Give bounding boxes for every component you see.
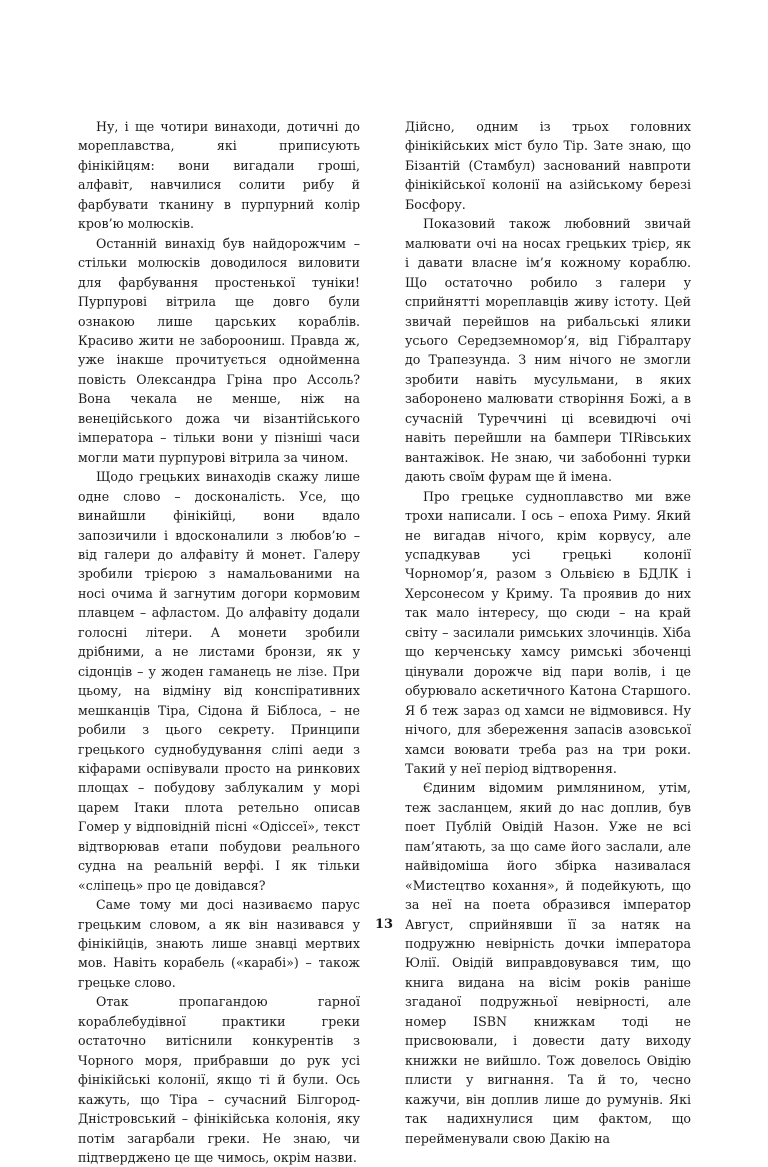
- page-number: 13: [374, 917, 394, 932]
- paragraph: Щодо грецьких винаходів скажу лише одне слово – досконалість. Усе, що винайшли фінікійці, вони вдало запозичили і вдосконалили з любов’ю – від галери до алфавіту й монет. Галеру зробили трієрою з намальованими на носі очима й загнутим догори кормовим плавцем – афластом. До алфавіту додали голосні літери. А монети зробили дрібними, а не листами бронзи, як у сідонців – у жоден гаманець не лізе. При цьому, на відміну від конспіративних мешканців Тіра, Сідона й Біблоса, – не робили з цього секрету. Принципи грецького суднобудування сліпі аеди з кіфарами оспівували просто на ринкових площах – побудову заблукалим у морі царем Ітаки плота ретельно описав Гомер у відповідній пісні «Одіссеї», текст відтворював етапи побудови реального судна на реальній верфі. І як тільки «сліпець» про це довідався?: [78, 469, 360, 893]
- paragraph: Саме тому ми досі називаємо парус грецьким словом, а як він називався у фінікійців, знають лише знавці мертвих мов. Навіть корабель («карабі») – також грецьке слово.: [78, 897, 360, 990]
- paragraph: Показовий також любовний звичай малювати очі на носах грецьких трієр, як і давати власне ім’я кожному кораблю. Що остаточно робило з галери у сприйнятті мореплавців живу істоту. Цей звичай перейшов на рибальські ялики усього Середземномор’я, від Гібралтару до Трапезунда. З ним нічого не змогли зробити навіть мусульмани, в яких заборонено малювати створіння Божі, а в сучасній Туреччині ці всевидючі очі навіть перейшли на бампери TIRівських вантажівок. Не знаю, чи забобонні турки дають своїм фурам ще й імена.: [405, 216, 691, 485]
- left-column: [78, 117, 360, 1167]
- paragraph: Про грецьке судноплавство ми вже трохи написали. І ось – епоха Риму. Який не вигадав нічого, крім корвусу, але успадкував усі грецькі колонії Чорномор’я, разом з Ольвією в БДЛК і Херсонесом у Криму. Та проявив до них так мало інтересу, що сюди – на край світу – засилали римських злочинців. Хіба що керченську хамсу римські збоченці цінували дорожче від пари волів, і це обурювало аскетичного Катона Старшого. Я б теж зараз од хамси не відмовився. Ну нічого, для збереження запасів азовської хамси воювати треба раз на три роки. Такий у неї період відтворення.: [405, 488, 691, 776]
- paragraph: Ну, і ще чотири винаходи, дотичні до мореплавства, які приписують фінікійцям: вони вигадали гроші, алфавіт, навчилися солити рибу й фарбувати тканину в пурпурний колір кров’ю молюсків.: [78, 119, 360, 232]
- paragraph: Останній винахід був найдорожчим – стільки молюсків доводилося виловити для фарбування простенької туніки! Пурпурові вітрила ще довго були ознакою лише царських кораблів. Красиво жити не забороониш. Правда ж, уже інакше прочитується однойменна повість Олександра Гріна про Ассоль? Вона чекала не менше, ніж на венеційського дожа чи візантійського імператора – тільки вони у пізніші часи могли мати пурпурові вітрила за чином.: [78, 235, 360, 465]
- paragraph: Отак пропагандою гарної кораблебудівної практики греки остаточно витіснили конкурентів з Чорного моря, прибравши до рук усі фінікійські колонії, якщо ті й були. Ось кажуть, що Тіра – сучасний Білгород-Дністровський – фінікійська колонія, яку потім загарбали греки. Не знаю, чи підтверджено це ще чимось, окрім назви.: [78, 994, 360, 1166]
- paragraph-continuation: Дійсно, одним із трьох головних фінікійських міст було Тір. Зате знаю, що Бізантій (Стамбул) заснований навпроти фінікійської колонії на азійському березі Босфору.: [405, 119, 691, 212]
- right-column: [405, 117, 691, 1148]
- paragraph: Єдиним відомим римлянином, утім, теж засланцем, який до нас доплив, був поет Публій Овідій Назон. Уже не всі пам’ятають, за що саме його заслали, але найвідоміша його збірка називалася «Мистецтво кохання», й подейкують, що за неї на поета образився імператор Август, сприйнявши її за натяк на подружню невірність дочки імператора Юлії. Овідій виправдовувався тим, що книга видана на вісім років раніше згаданої подружньої невірності, але номер ISBN книжкам тоді не присвоювали, і довести дату виходу книжки не вийшло. Тож довелось Овідію плисти у вигнання. Та й то, чесно кажучи, він доплив лише до румунів. Які так надихнулися цим фактом, що перейменували свою Дакію на: [405, 780, 691, 1146]
